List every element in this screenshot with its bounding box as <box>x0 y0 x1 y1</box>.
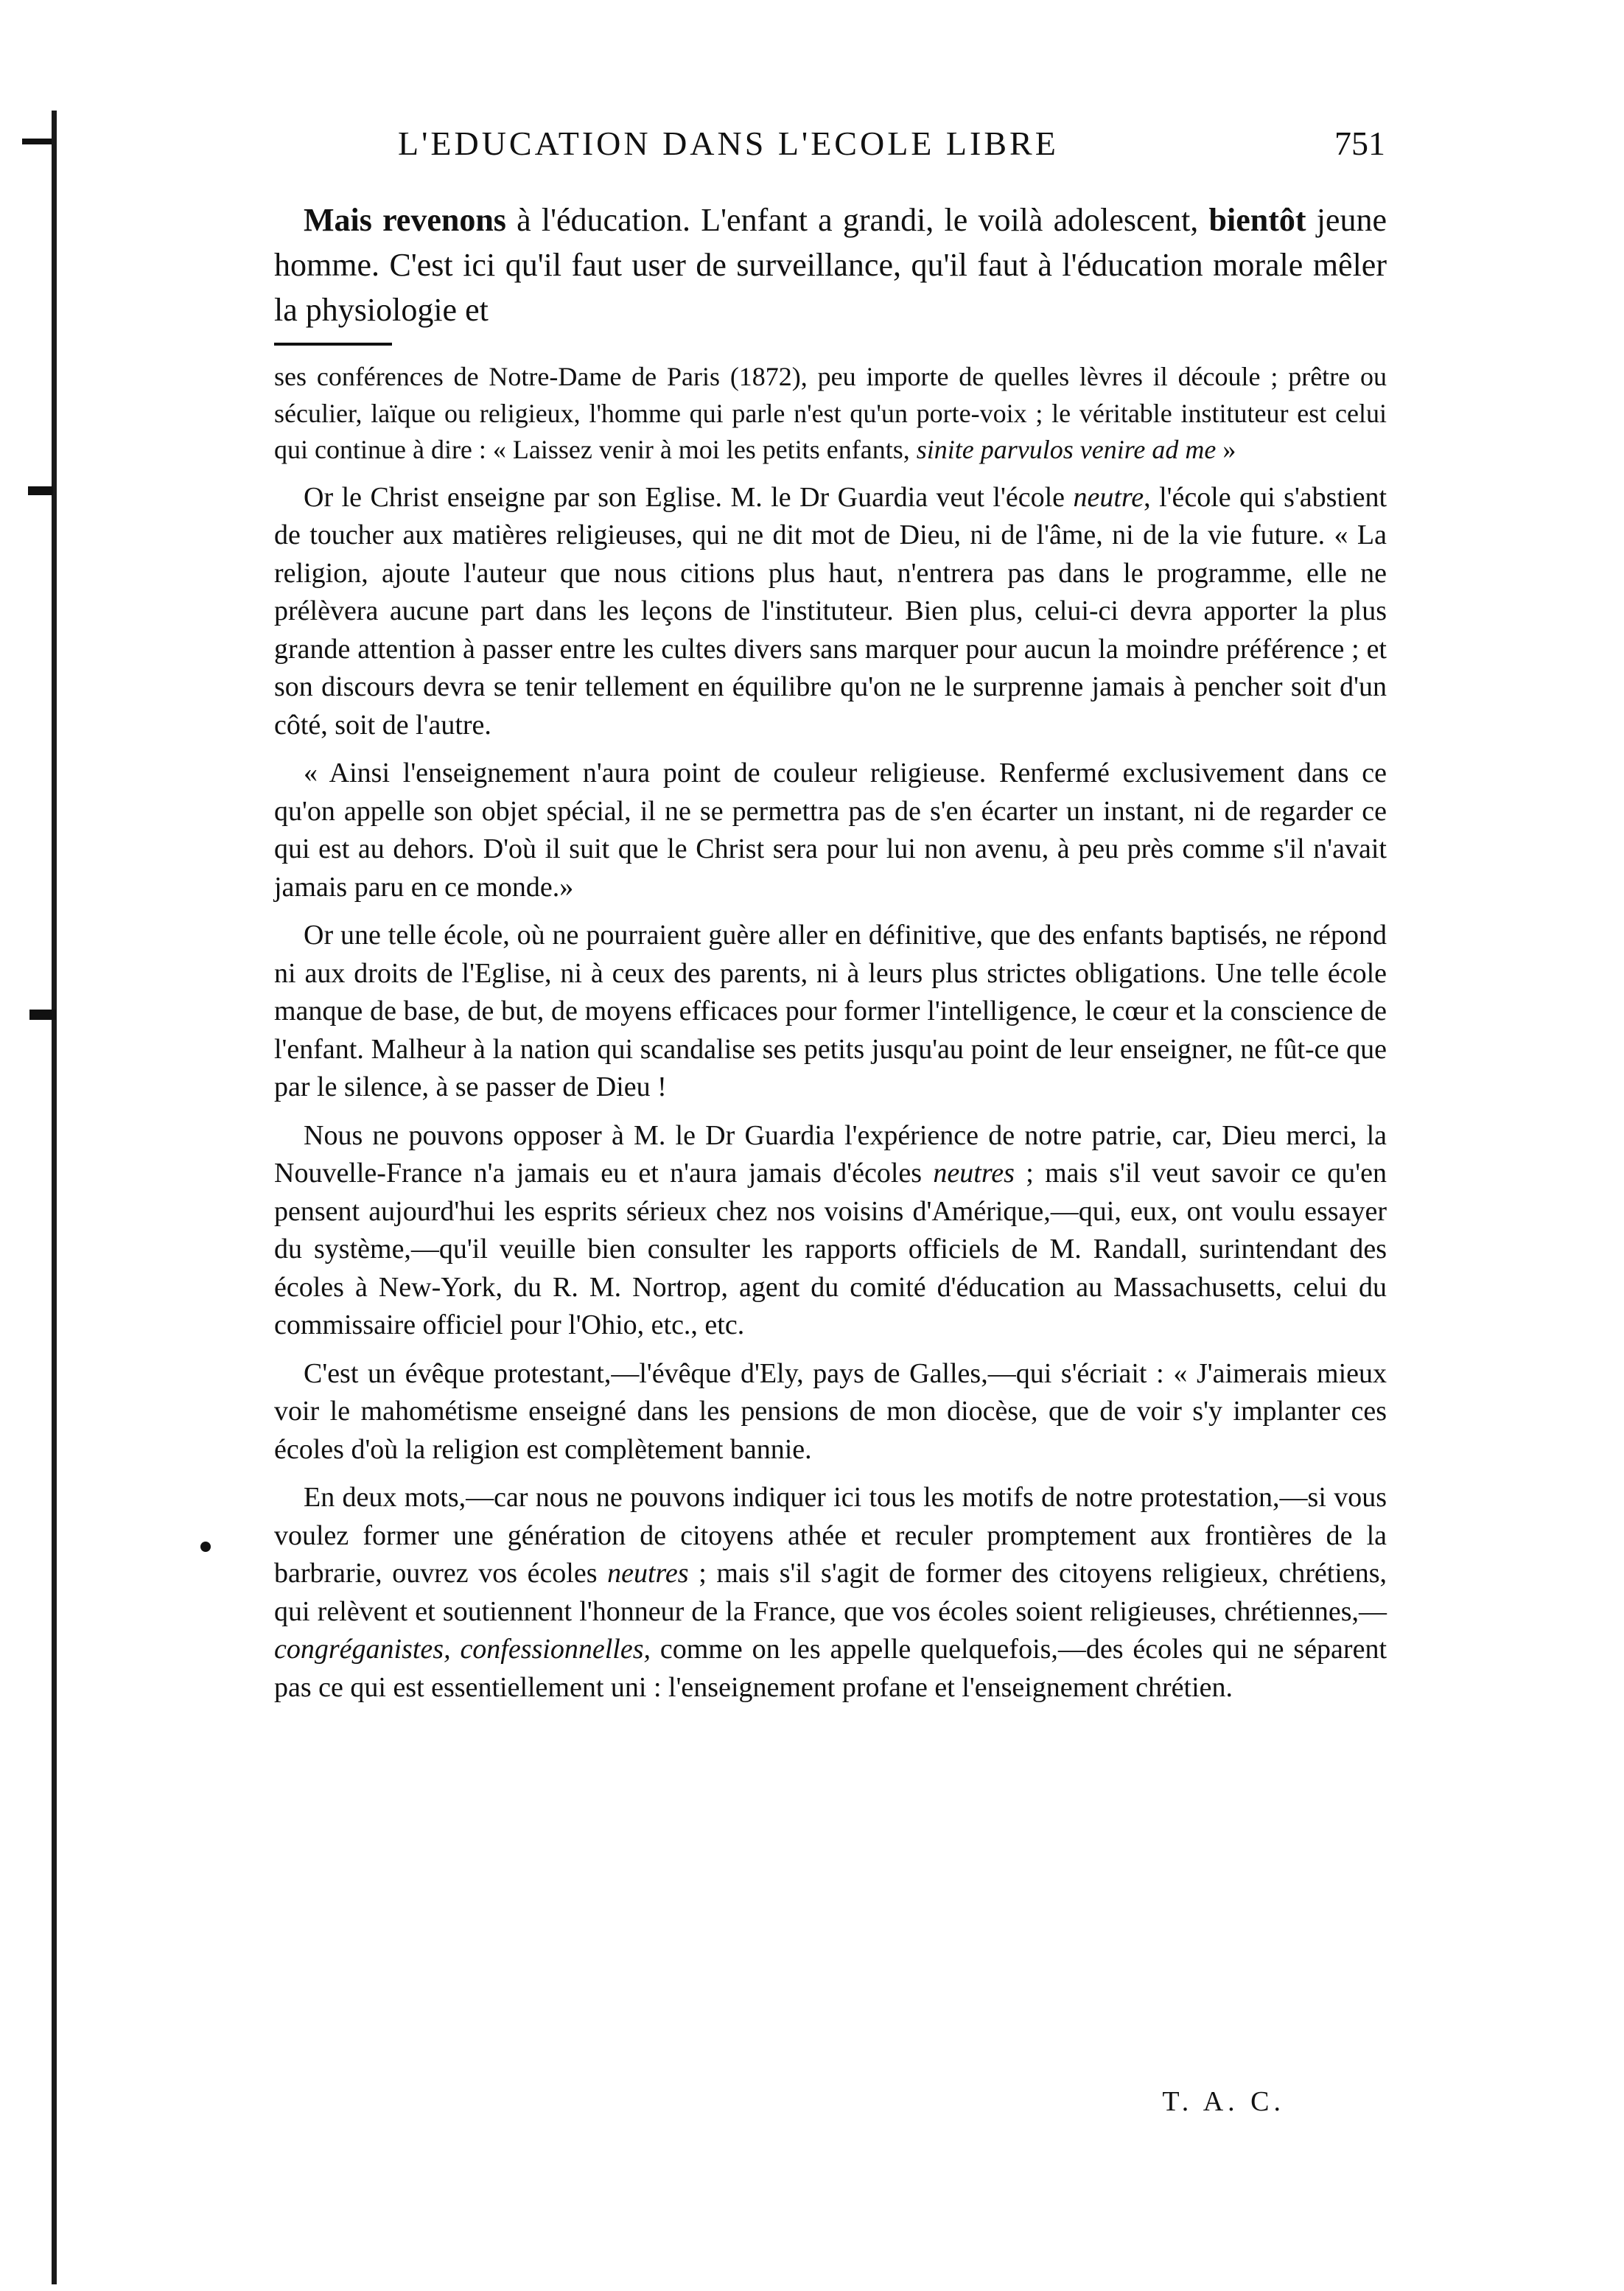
margin-tick-mark <box>22 139 52 144</box>
running-head <box>398 124 1385 168</box>
text-run: Nous ne pouvons opposer à M. le Dr Guardia l'expérience de notre patrie, car, Dieu merci, la Nouvelle-France n'a jamais eu et n'aura jamais d'écoles <box>274 1119 1387 1189</box>
margin-tick-mark <box>200 1542 211 1552</box>
margin-tick-mark <box>29 1010 56 1020</box>
text-run: En deux mots,—car nous ne pouvons indiquer ici tous les motifs de notre protestation,—si vous voulez former une génération de citoyens athée et reculer promptement aux frontières de la barbrarie, ouvrez vos écoles <box>274 1482 1387 1589</box>
text-column <box>274 197 1387 1717</box>
text-run: ; mais s'il s'agit de former des citoyens religieux, chrétiens, qui relèvent et soutiennent l'honneur de la France, que vos écoles soient religieuses, chrétiennes,— <box>274 1558 1387 1627</box>
text-run: à l'éducation. L'enfant a grandi, le voilà adolescent, <box>505 202 1209 238</box>
latin-quote: sinite parvulos venire ad me <box>916 435 1217 464</box>
bold-phrase: Mais revenons <box>304 202 506 238</box>
text-run: Or le Christ enseigne par son Eglise. M. le Dr Guardia veut l'école <box>304 481 1074 513</box>
page-number: 751 <box>1334 125 1385 162</box>
author-signature: T. A. C. <box>1162 2086 1285 2117</box>
text-run: jeune homme. C'est ici qu'il faut user de surveillance, qu'il faut à l'éducation morale mêler la physiologie et <box>274 202 1387 328</box>
text-run: , l'école qui s'abstient de toucher aux matières religieuses, qui ne dit mot de Dieu, ni de l'âme, ni de la vie future. « La religion, ajoute l'auteur que nous citions plus haut, n'entrera pas dans le programme, elle ne prélèvera aucune part dans les leçons de l'instituteur. Bien plus, celui-ci devra apporter la plus grande attention à passer entre les cultes divers sans marquer pour aucun la moindre préférence ; et son discours devra se tenir tellement en équilibre qu'on ne le surprenne jamais à pencher soit d'un côté, soit de l'autre. <box>274 481 1387 741</box>
italic-word: neutre <box>1073 481 1144 513</box>
running-title: L'EDUCATION DANS L'ECOLE LIBRE <box>398 125 1059 162</box>
text-run: comme on les appelle quelquefois,—des écoles qui ne séparent pas ce qui est essentiellement uni : l'enseignement profane et l'enseignement chrétien. <box>274 1634 1387 1703</box>
text-run: ses conférences de Notre-Dame de Paris (1872), peu importe de quelles lèvres il découle ; prêtre ou séculier, laïque ou religieux, l'homme qui parle n'est qu'un porte-voix ; le véritable instituteur est celui qui continue à dire : « Laissez venir à moi les petits enfants, <box>274 362 1387 464</box>
paragraph-experience <box>274 1117 1387 1345</box>
margin-tick-mark <box>28 486 53 495</box>
italic-word: neutres <box>607 1558 689 1589</box>
paragraph-quotation: « Ainsi l'enseignement n'aura point de couleur religieuse. Renfermé exclusivement dans ce qu'on appelle son objet spécial, il ne se permettra pas de s'en écarter un instant, ni de regarder ce qui est au dehors. D'où il suit que le Christ sera pour lui non avenu, à peu près comme s'il n'avait jamais paru en ce monde.» <box>274 758 1387 903</box>
binding-margin-line <box>52 111 57 2284</box>
italic-word: neutres <box>933 1158 1015 1189</box>
text-run: » <box>1216 435 1236 464</box>
paragraph-bishop-quote: C'est un évêque protestant,—l'évêque d'Ely, pays de Galles,—qui s'écriait : « J'aimerais mieux voir le mahométisme enseigné dans les pensions de mon diocèse, que de voir s'y implanter ces écoles d'où la religion est complètement bannie. <box>274 1357 1387 1465</box>
text-run: ; mais s'il veut savoir ce qu'en pensent aujourd'hui les esprits sérieux chez nos voisins d'Amérique,—qui, eux, ont voulu essayer du système,—qu'il veuille bien consulter les rapports officiels de M. Randall, surintendant des écoles à New-York, du R. M. Nortrop, agent du comité d'éducation au Massachusetts, celui du commissaire officiel pour l'Ohio, etc., etc. <box>274 1158 1387 1340</box>
paragraph-neutral-school <box>274 479 1387 745</box>
footnote-rule <box>274 343 392 346</box>
paragraph-intro <box>274 197 1387 332</box>
footnote-continuation <box>274 359 1387 469</box>
bold-phrase: bientôt <box>1208 202 1306 238</box>
italic-phrase: congréganistes, confessionnelles, <box>274 1634 651 1665</box>
paragraph-conclusion <box>274 1479 1387 1707</box>
paragraph-critique: Or une telle école, où ne pourraient guère aller en définitive, que des enfants baptisés, ne répond ni aux droits de l'Eglise, ni à ceux des parents, ni à leurs plus strictes obligations. Une telle école manque de base, de but, de moyens efficaces pour former l'intelligence, le cœur et la conscience de l'enfant. Malheur à la nation qui scandalise ses petits jusqu'au point de leur enseigner, ne fût-ce que par le silence, à se passer de Dieu ! <box>274 920 1387 1102</box>
